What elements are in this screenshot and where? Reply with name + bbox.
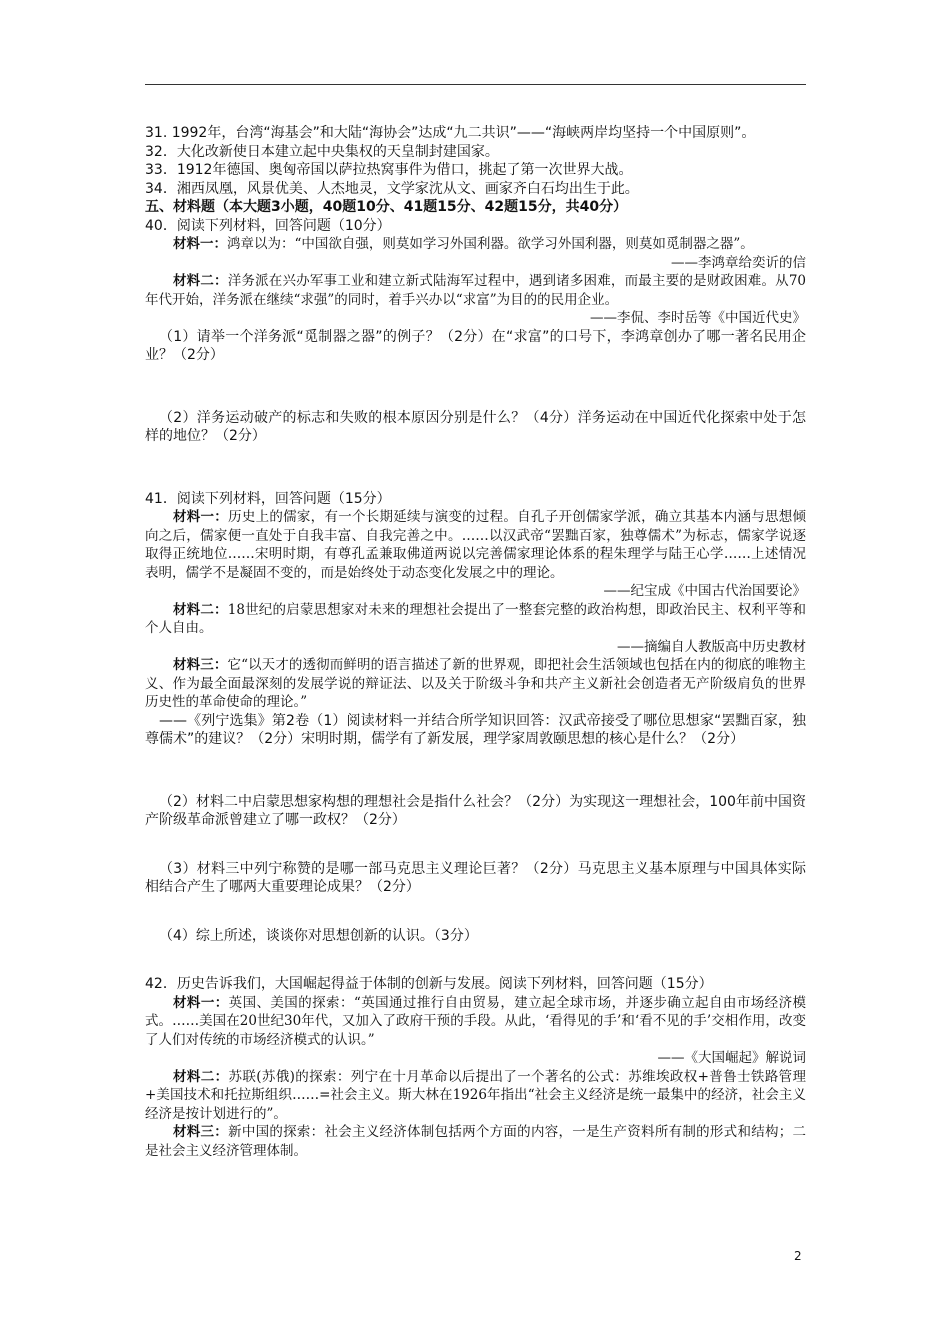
material-text: 苏联(苏俄)的探索：列宁在十月革命以后提出了一个著名的公式：苏维埃政权+普鲁士铁路管理+美国技术和托拉斯组织……=社会主义。斯大林在1926年指出“社会主义经济是统一最集中的经济，社会主义经济是按计划进行的”。 (145, 1068, 806, 1122)
question-32: 32．大化改新使日本建立起中央集权的天皇制封建国家。 (145, 143, 499, 160)
q40-subquestion-2: （2）洋务运动破产的标志和失败的根本原因分别是什么？（4分）洋务运动在中国近代化探索中处于怎样的地位？（2分） (145, 409, 806, 444)
q41-subquestion-2: （2）材料二中启蒙思想家构想的理想社会是指什么社会？（2分）为实现这一理想社会，100年前中国资产阶级革命派曾建立了哪一政权？（2分） (145, 793, 806, 828)
material-text: 鸿章以为：“中国欲自强，则莫如学习外国利器。欲学习外国利器，则莫如觅制器之器”。 (227, 236, 754, 252)
material-label: 材料三： (173, 1124, 229, 1140)
q42-material-1 (145, 994, 806, 1050)
material-label: 材料二： (173, 273, 228, 289)
section-5-heading: 五、材料题（本大题3小题，40题10分、41题15分、42题15分，共40分） (145, 199, 628, 215)
q41-subquestion-1: ——《列宁选集》第2卷（1）阅读材料一并结合所学知识回答：汉武帝接受了哪位思想家“罢黜百家，独尊儒术”的建议？（2分）宋明时期，儒学有了新发展，理学家周敦颐思想的核心是什么？（2分） (145, 712, 806, 747)
material-label: 材料一： (173, 236, 227, 252)
material-text: 新中国的探索：社会主义经济体制包括两个方面的内容，一是生产资料所有制的形式和结构；二是社会主义经济管理体制。 (145, 1124, 807, 1159)
q41-subquestion-3: （3）材料三中列宁称赞的是哪一部马克思主义理论巨著？（2分）马克思主义基本原理与中国具体实际相结合产生了哪两大重要理论成果？（2分） (145, 860, 806, 895)
material-text: 18世纪的启蒙思想家对未来的理想社会提出了一整套完整的政治构想，即政治民主、权利平等和个人自由。 (145, 601, 807, 636)
q40-material-2-source: ——李侃、李时岳等《中国近代史》 (590, 310, 806, 326)
q41-material-3 (145, 656, 806, 712)
q41-material-1-source: ——纪宝成《中国古代治国要论》 (603, 583, 806, 599)
q40-material-2 (145, 272, 806, 309)
q42-material-2 (145, 1068, 806, 1124)
q40-material-1 (145, 235, 806, 254)
material-label: 材料一： (173, 509, 229, 525)
question-34: 34．湘西凤凰，风景优美、人杰地灵，文学家沈从文、画家齐白石均出生于此。 (145, 180, 639, 197)
question-41-stem: 41．阅读下列材料，回答问题（15分） (145, 490, 391, 507)
material-label: 材料三： (173, 657, 228, 673)
q40-material-1-source: ——李鸿章给奕䜣的信 (671, 254, 806, 271)
q41-material-2-source: ——摘编自人教版高中历史教材 (617, 638, 806, 655)
material-text: 英国、美国的探索：“英国通过推行自由贸易，建立起全球市场，并逐步确立起自由市场经济模式。……美国在20世纪30年代，又加入了政府干预的手段。从此，‘看得见的手’和‘看不见的手’交相作用，改变了人们对传统的市场经济模式的认识。” (145, 994, 806, 1048)
header-rule (145, 84, 806, 85)
q41-material-2 (145, 601, 806, 638)
document-body (145, 124, 806, 1160)
question-33: 33．1912年德国、奥匈帝国以萨拉热窝事件为借口，挑起了第一次世界大战。 (145, 162, 633, 178)
material-label: 材料一： (173, 994, 229, 1011)
q40-subquestion-1: （1）请举一个洋务派“觅制器之器”的例子？（2分）在“求富”的口号下，李鸿章创办了哪一著名民用企业？（2分） (145, 328, 806, 363)
material-text: 历史上的儒家，有一个长期延续与演变的过程。自孔子开创儒家学派，确立其基本内涵与思想倾向之后，儒家便一直处于自我丰富、自我完善之中。……以汉武帝“罢黜百家，独尊儒术”为标志，儒家学说逐取得正统地位……宋明时期，有尊孔孟兼取佛道两说以完善儒家理论体系的程朱理学与陆王心学……上述情况表明，儒学不是凝固不变的，而是始终处于动态变化发展之中的理论。 (145, 509, 807, 581)
q42-material-1-source: ——《大国崛起》解说词 (657, 1050, 806, 1066)
question-40-stem: 40．阅读下列材料，回答问题（10分） (145, 217, 391, 234)
material-text: 它“以天才的透彻而鲜明的语言描述了新的世界观，即把社会生活领域也包括在内的彻底的唯物主义、作为最全面最深刻的发展学说的辩证法、以及关于阶级斗争和共产主义新社会创造者无产阶级肩负的世界历史性的革命使命的理论。” (145, 657, 807, 710)
material-label: 材料二： (173, 1068, 229, 1085)
material-text: 洋务派在兴办军事工业和建立新式陆海军过程中，遇到诸多困难，而最主要的是财政困难。从70年代开始，洋务派在继续“求强”的同时，着手兴办以“求富”为目的的民用企业。 (145, 273, 807, 308)
q41-subquestion-4: （4）综上所述，谈谈你对思想创新的认识。（3分） (159, 927, 478, 944)
q42-material-3 (145, 1123, 806, 1160)
question-31: 31. 1992年，台湾“海基会”和大陆“海协会”达成“九二共识”——“海峡两岸均坚持一个中国原则”。 (145, 125, 756, 141)
material-label: 材料二： (173, 601, 228, 618)
q41-material-1 (145, 508, 806, 582)
question-42-stem: 42．历史告诉我们，大国崛起得益于体制的创新与发展。阅读下列材料，回答问题（15分） (145, 976, 713, 992)
page-number: 2 (794, 1249, 802, 1263)
